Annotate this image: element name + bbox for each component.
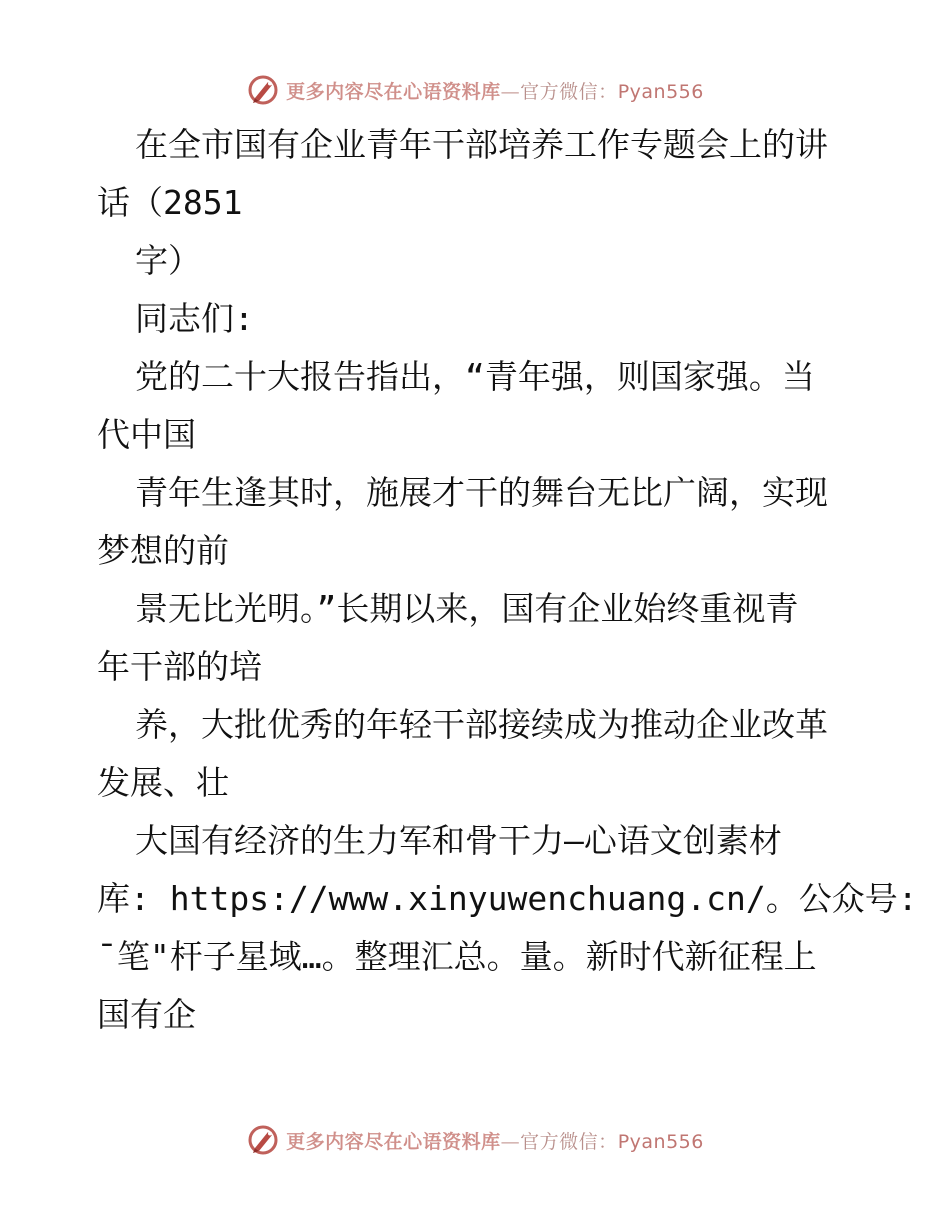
header-banner-sep: —: [500, 80, 521, 103]
footer-banner-main: 更多内容尽在心语资料库: [286, 1130, 501, 1153]
footer-banner: [0, 1120, 950, 1160]
document-body: [97, 116, 918, 1044]
paragraph-line: ¯笔"杆子星域…。整理汇总。量。新时代新征程上: [97, 937, 817, 976]
paragraph-line: 党的二十大报告指出，“青年强，则国家强。当: [135, 357, 815, 396]
title-line-1: 在全市国有企业青年干部培养工作专题会上的讲: [135, 125, 828, 164]
header-banner-main: 更多内容尽在心语资料库: [286, 80, 501, 103]
footer-banner-sep: —: [500, 1130, 521, 1153]
paragraph-line: 景无比光明。”长期以来，国有企业始终重视青: [135, 589, 799, 628]
header-banner-text: [286, 77, 704, 104]
header-banner-inner: [246, 73, 704, 107]
paragraph-line: 年干部的培: [97, 647, 262, 686]
pen-circle-icon: [246, 73, 280, 107]
footer-banner-text: [286, 1127, 704, 1154]
paragraph-line: 大国有经济的生力军和骨干力—心语文创素材: [135, 821, 782, 860]
paragraph-line: 发展、壮: [97, 763, 229, 802]
paragraph-line: 养，大批优秀的年轻干部接续成为推动企业改革: [135, 705, 828, 744]
pen-circle-icon: [246, 1123, 280, 1157]
title-line-2: 话（2851: [97, 183, 243, 222]
footer-wechat-id: Pyan556: [617, 1130, 704, 1153]
paragraph-line: 青年生逢其时，施展才干的舞台无比广阔，实现: [135, 473, 828, 512]
paragraph-line: 代中国: [97, 415, 196, 454]
footer-wechat-label: 官方微信：: [520, 1130, 618, 1153]
paragraph-line: 国有企: [97, 995, 196, 1034]
header-wechat-label: 官方微信：: [520, 80, 618, 103]
paragraph-line: 库: https://www.xinyuwenchuang.cn/。公众号:: [97, 879, 918, 918]
title-line-3: 字）: [135, 241, 201, 280]
paragraph-line: 梦想的前: [97, 531, 229, 570]
header-banner: [0, 70, 950, 110]
footer-banner-inner: [246, 1123, 704, 1157]
salutation: 同志们:: [135, 299, 254, 338]
header-wechat-id: Pyan556: [617, 80, 704, 103]
